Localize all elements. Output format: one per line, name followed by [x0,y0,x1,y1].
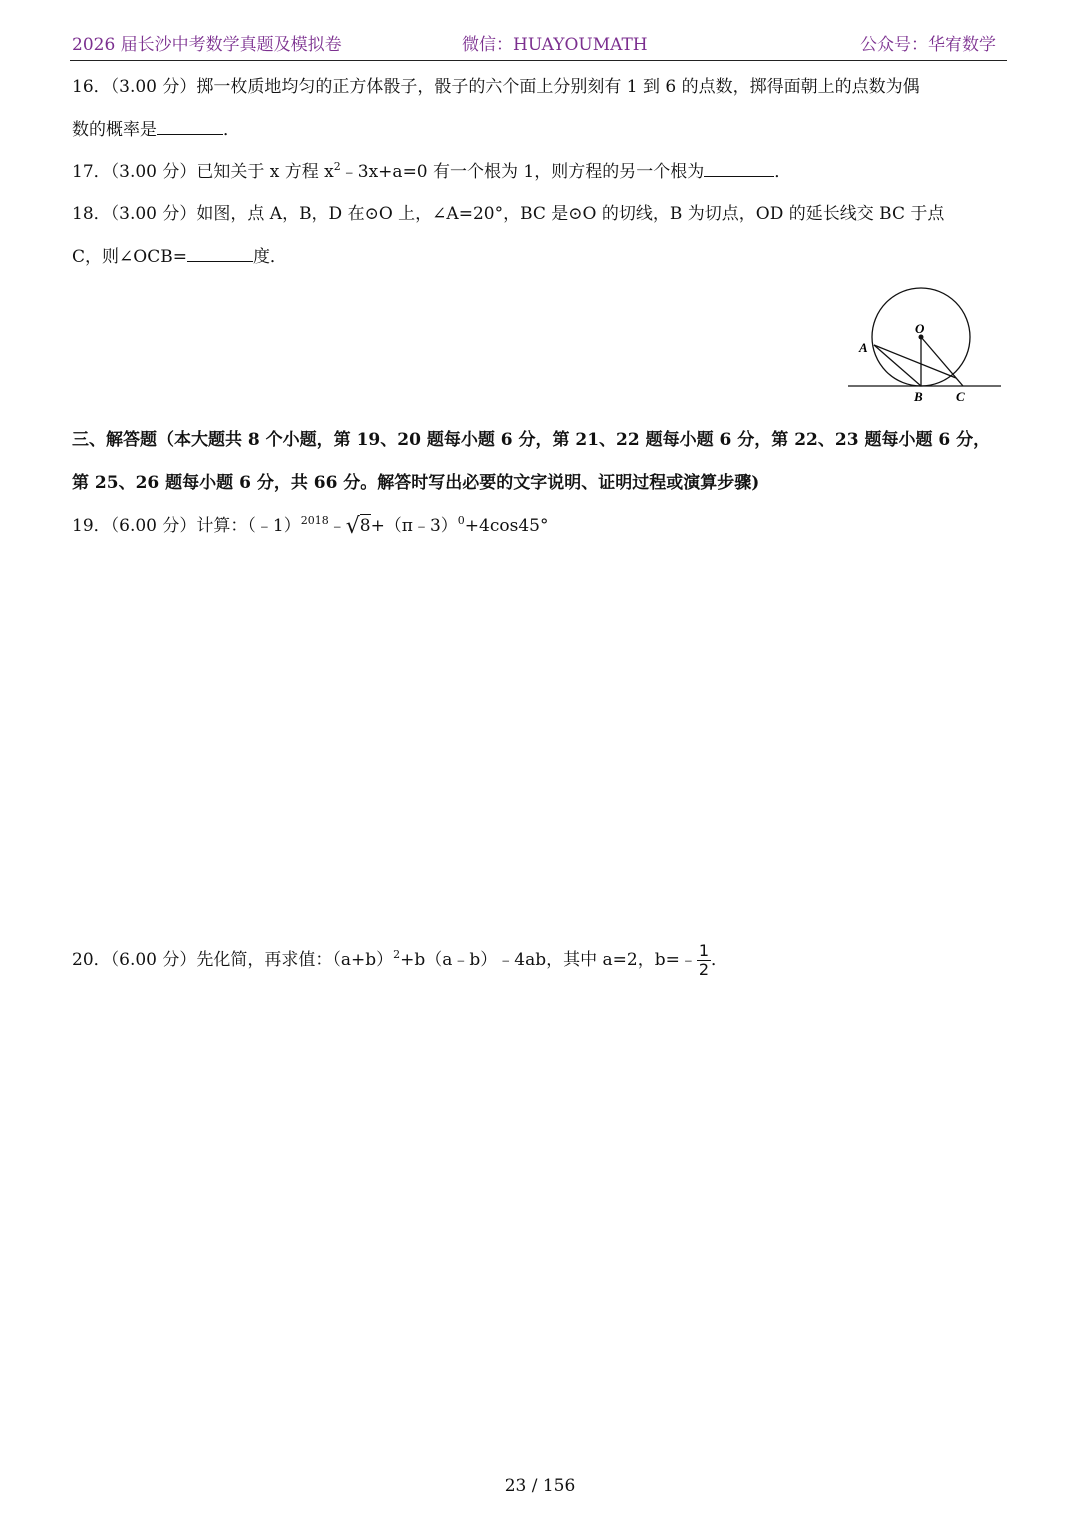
question-19-exponent-0: 0 [457,514,465,527]
label-a: A [859,340,868,355]
answer-blank-18 [187,245,253,262]
question-20-text-a: 20．（6.00 分）先化简，再求值：（a+b） [72,950,394,970]
question-16-text: 数的概率是 [72,120,157,140]
question-19 [72,514,548,539]
header-wechat: 微信：HUAYOUMATH [462,35,648,55]
question-16-line-1: 16．（3.00 分）掷一枚质地均匀的正方体骰子，骰子的六个面上分别刻有 1 到 6 的点数，掷得面朝上的点数为偶 [72,77,920,97]
answer-blank-16 [157,118,223,135]
circle-tangent-figure [845,285,1005,405]
page-number: 23 / 156 [504,1476,576,1496]
question-18-end: 度． [252,247,287,267]
question-17-end: ． [774,162,792,182]
question-20 [72,942,728,979]
fraction-numerator: 1 [698,941,710,960]
section-3-heading-line-1: 三、解答题（本大题共 8 个小题，第 19、20 题每小题 6 分，第 21、22 题每小题 6 分，第 22、23 题每小题 6 分， [72,430,991,450]
fraction-one-half [697,942,711,979]
radicand: 8 [359,516,371,536]
section-3-heading-line-2: 第 25、26 题每小题 6 分，共 66 分。解答时写出必要的文字说明、证明过程或演算步骤) [72,473,760,493]
radical-sign: √ [345,514,360,539]
question-16-end: ． [223,120,240,140]
question-19-text-c: +4cos45° [464,516,549,536]
question-20-end: ． [711,950,729,970]
question-19-text-b: +（π﹣3） [370,516,458,536]
question-18-line-2 [72,245,287,269]
question-17 [72,160,791,184]
label-c: C [956,389,965,404]
question-19-minus: ﹣ [328,516,346,536]
label-o: O [915,321,925,336]
label-b: B [914,389,923,404]
fraction-denominator: 2 [698,960,710,979]
chord-ad [874,345,956,378]
question-17-exponent: 2 [333,160,341,173]
question-17-text-a: 17．（3.00 分）已知关于 x 方程 x [72,162,334,182]
answer-blank-17 [704,160,774,177]
question-16-line-2 [72,118,240,142]
question-19-exponent-2018: 2018 [300,514,329,527]
question-20-text-b: +b（a﹣b）﹣4ab，其中 a=2，b=﹣ [400,950,697,970]
header-divider [70,60,1007,61]
header-title: 2026 届长沙中考数学真题及模拟卷 [72,35,342,55]
question-17-text-b: ﹣3x+a=0 有一个根为 1，则方程的另一个根为 [340,162,705,182]
header-public-account: 公众号：华宥数学 [860,35,996,55]
question-18-text: C，则∠OCB= [72,247,187,267]
question-18-line-1: 18．（3.00 分）如图，点 A，B，D 在⊙O 上，∠A=20°，BC 是⊙O 的切线，B 为切点，OD 的延长线交 BC 于点 [72,204,945,224]
line-od-extended [921,337,963,386]
question-19-text-a: 19．（6.00 分）计算：（﹣1） [72,516,301,536]
question-20-exponent: 2 [393,948,401,961]
